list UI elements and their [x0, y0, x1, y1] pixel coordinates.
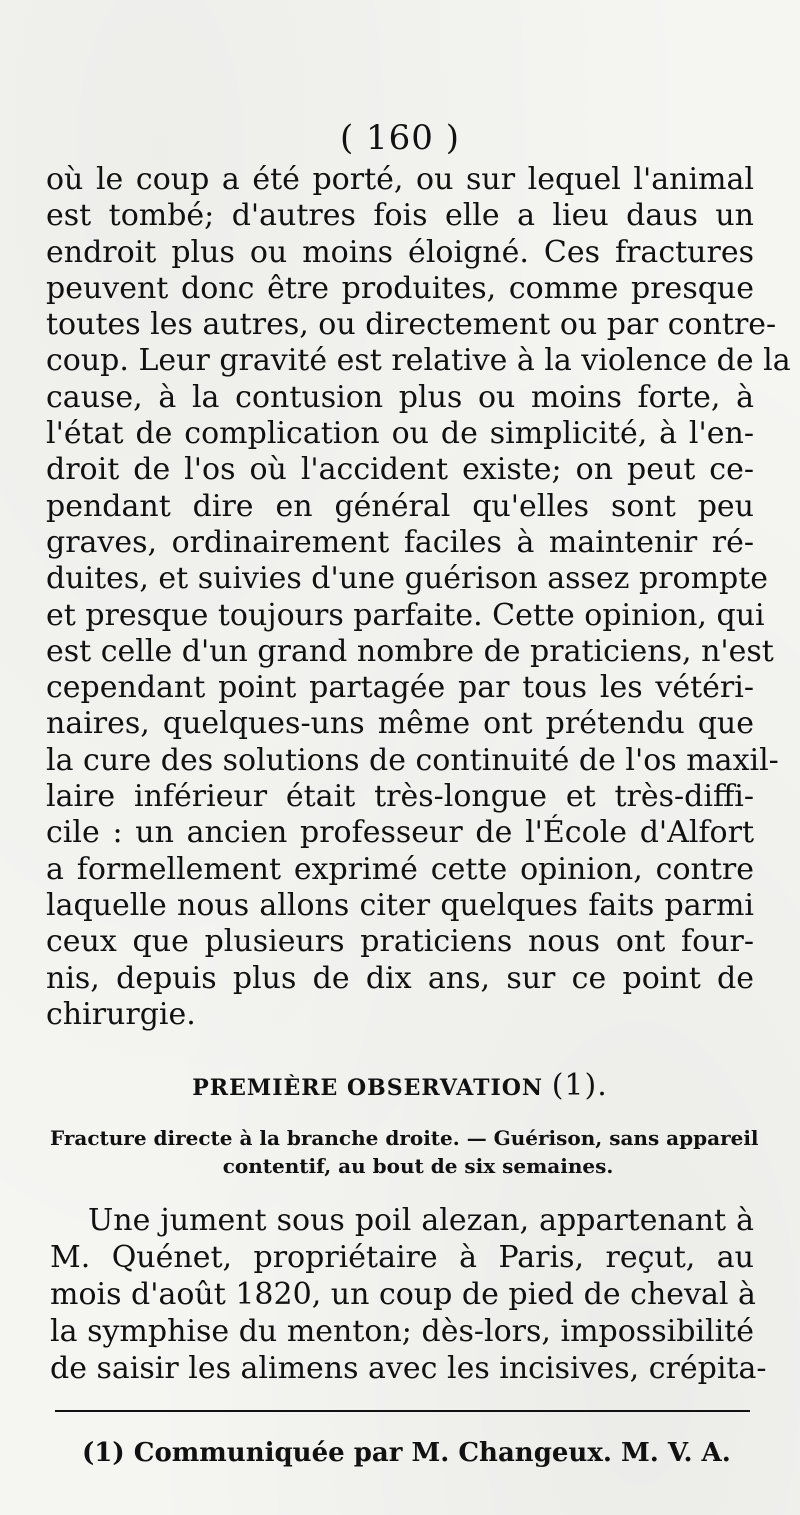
text-line: de saisir les alimens avec les incisives, crépita-: [50, 1351, 767, 1386]
text-line: toutes les autres, ou directement ou par contre-: [46, 307, 777, 343]
text-line: l'état de complication ou de simplicité, à l'en-: [46, 416, 754, 452]
summary-line: contentif, au bout de six semaines.: [222, 1154, 614, 1178]
text-line: endroit plus ou moins éloigné. Ces fractures: [46, 234, 754, 270]
text-line: chirurgie.: [46, 996, 196, 1032]
text-line: laire inférieur était très-longue et très-diffi-: [46, 779, 754, 815]
text-line: cependant point partagée par tous les vétéri-: [46, 670, 754, 706]
summary-line: Fracture directe à la branche droite. — Guérison, sans appareil: [50, 1126, 759, 1150]
text-line: où le coup a été porté, ou sur lequel l'animal: [46, 162, 754, 197]
text-line: pendant dire en général qu'elles sont peu: [46, 488, 754, 524]
text-line: graves, ordinairement faciles à maintenir ré-: [46, 524, 754, 560]
paragraph-continuation: [46, 162, 791, 1033]
text-line: mois d'août 1820, un coup de pied de cheval à: [50, 1277, 756, 1312]
observation-heading: [0, 1068, 800, 1103]
text-line: laquelle nous allons citer quelques faits parmi: [46, 887, 754, 923]
footnote-reference: (1).: [551, 1068, 608, 1103]
observation-paragraph: [50, 1202, 767, 1387]
text-line: naires, quelques-uns même ont prétendu que: [46, 706, 754, 742]
text-line: ceux que plusieurs praticiens nous ont four-: [46, 924, 754, 960]
text-line: droit de l'os où l'accident existe; on peut ce-: [46, 452, 754, 488]
text-line: duites, et suivies d'une guérison assez prompte: [46, 561, 769, 597]
text-line: a formellement exprimé cette opinion, contre: [46, 851, 754, 887]
text-line: la cure des solutions de continuité de l'os maxil-: [46, 742, 779, 778]
observation-title: PREMIÈRE OBSERVATION: [192, 1075, 544, 1101]
text-line: peuvent donc être produites, comme presque: [46, 270, 754, 306]
text-line: nis, depuis plus de dix ans, sur ce point de: [46, 960, 754, 996]
text-line: Une jument sous poil alezan, appartenant à: [88, 1203, 754, 1238]
footnote: (1) Communiquée par M. Changeux. M. V. A.: [82, 1438, 731, 1468]
text-line: cile : un ancien professeur de l'École d'Alfort: [46, 815, 754, 851]
text-line: M. Quénet, propriétaire à Paris, reçut, au: [50, 1240, 754, 1275]
text-line: est tombé; d'autres fois elle a lieu daus un: [46, 198, 754, 234]
text-line: coup. Leur gravité est relative à la violence de la: [46, 343, 791, 379]
page-number: ( 160 ): [339, 118, 461, 158]
text-line: la symphise du menton; dès-lors, impossibilité: [50, 1314, 754, 1349]
text-line: est celle d'un grand nombre de praticiens, n'est: [46, 633, 774, 669]
text-line: cause, à la contusion plus ou moins forte, à: [46, 379, 754, 415]
text-line: et presque toujours parfaite. Cette opinion, qui: [46, 597, 765, 633]
footnote-rule: [55, 1410, 750, 1412]
observation-summary: [50, 1124, 759, 1180]
